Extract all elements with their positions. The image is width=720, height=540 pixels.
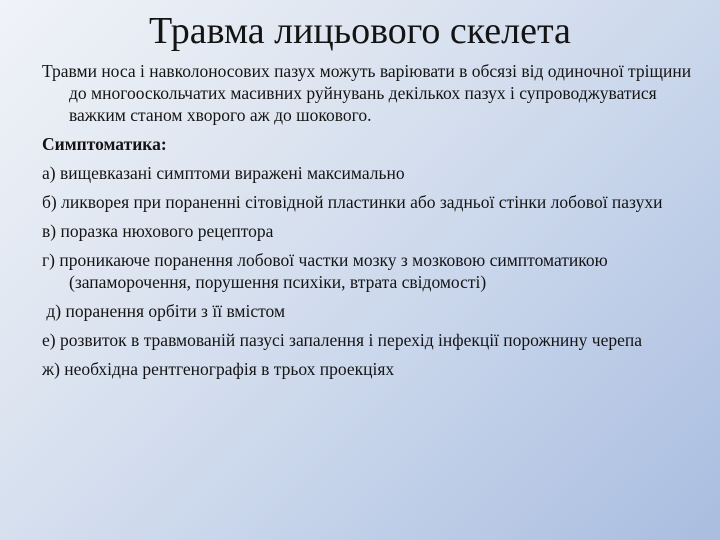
slide-title: Травма лицьового скелета (149, 10, 571, 52)
symptom-item-f: е) розвиток в травмованій пазусі запалення і перехід інфекції порожнину черепа (42, 330, 643, 350)
symptom-item-d: г) проникаюче поранення лобової частки мозку з мозковою симптоматикою (запаморочення, порушення психіки, втрата свідомості) (42, 250, 608, 292)
symptom-item-a: а) вищевказані симптоми виражені максимально (42, 163, 405, 183)
symptom-item-c: в) поразка нюхового рецептора (42, 221, 274, 241)
slide-body (42, 60, 692, 387)
symptom-item-e: д) поранення орбіти з її вмістом (42, 301, 286, 321)
symptoms-heading: Симптоматика: (42, 134, 167, 154)
symptom-item-b: б) ликворея при пораненні сітовідной пластинки або задньої стінки лобової пазухи (42, 192, 663, 212)
symptom-item-g: ж) необхідна рентгенографія в трьох проекціях (42, 359, 395, 379)
intro-paragraph: Травми носа і навколоносових пазух можуть варіювати в обсязі від одиночної тріщини до многооскольчатих масивних руйнувань декількох пазух і супроводжуватися важким станом хворого аж до шокового. (42, 61, 692, 125)
